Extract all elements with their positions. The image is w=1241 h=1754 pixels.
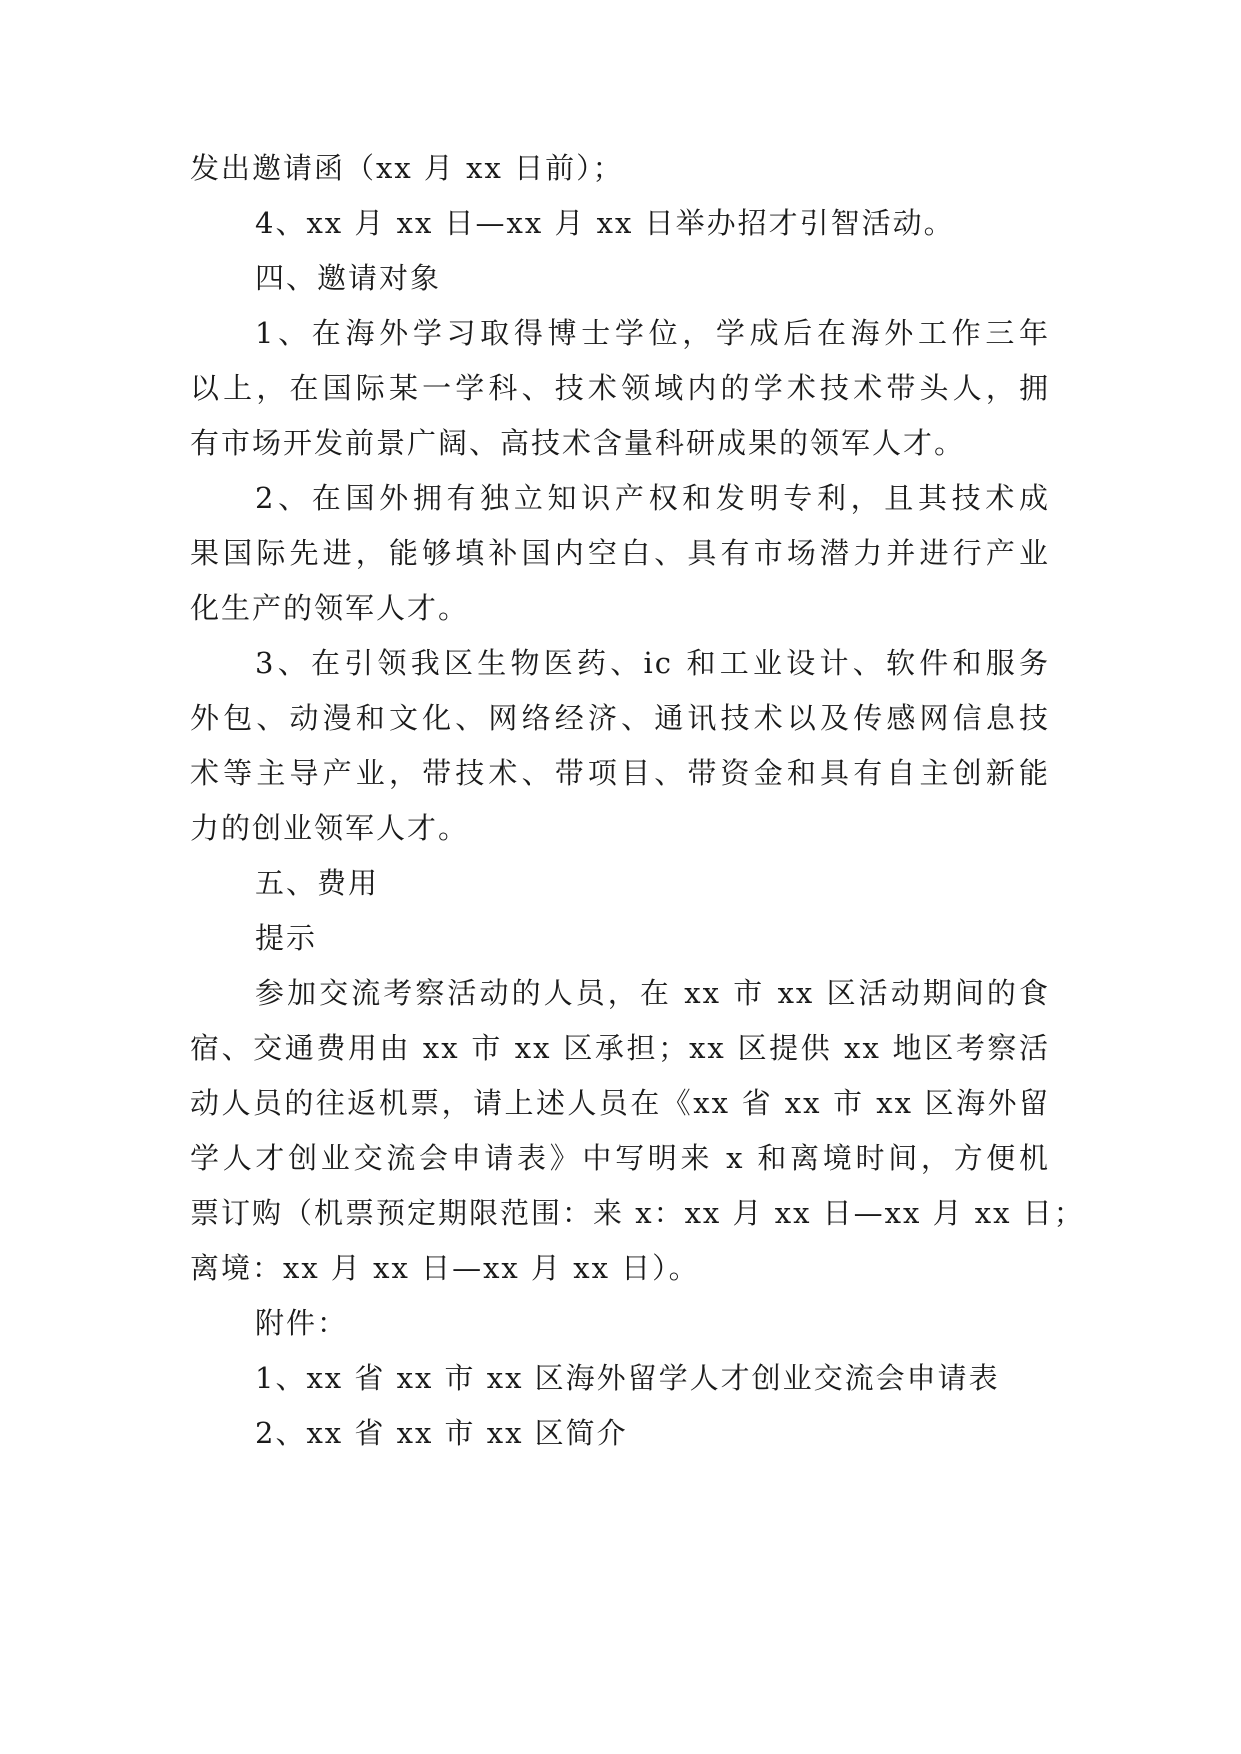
text-line-16: 参加交流考察活动的人员，在 xx 市 xx 区活动期间的食: [255, 976, 1050, 1010]
text-line-11: 外包、动漫和文化、网络经济、通讯技术以及传感网信息技: [190, 701, 1050, 735]
attachment-item-1: 1、xx 省 xx 市 xx 区海外留学人才创业交流会申请表: [255, 1361, 1000, 1395]
attachments-label: 附件：: [255, 1306, 349, 1340]
text-line-5: 以上，在国际某一学科、技术领域内的学术技术带头人，拥: [190, 371, 1050, 405]
tip-label: 提示: [255, 921, 318, 955]
text-line-2: 4、xx 月 xx 日—xx 月 xx 日举办招才引智活动。: [255, 206, 955, 240]
text-line-13: 力的创业领军人才。: [190, 811, 470, 845]
text-line-9: 化生产的领军人才。: [190, 591, 470, 625]
text-line-6: 有市场开发前景广阔、高技术含量科研成果的领军人才。: [190, 426, 966, 460]
text-line-12: 术等主导产业，带技术、带项目、带资金和具有自主创新能: [190, 756, 1050, 790]
text-line-1: 发出邀请函（xx 月 xx 日前）；: [190, 151, 624, 185]
text-line-20: 票订购（机票预定期限范围：来 x：xx 月 xx 日—xx 月 xx 日；: [190, 1196, 1085, 1230]
text-line-21: 离境：xx 月 xx 日—xx 月 xx 日）。: [190, 1251, 700, 1285]
text-line-10: 3、在引领我区生物医药、ic 和工业设计、软件和服务: [255, 646, 1050, 680]
text-line-8: 果国际先进，能够填补国内空白、具有市场潜力并进行产业: [190, 536, 1050, 570]
text-line-17: 宿、交通费用由 xx 市 xx 区承担；xx 区提供 xx 地区考察活: [190, 1031, 1050, 1065]
text-line-4: 1、在海外学习取得博士学位，学成后在海外工作三年: [255, 316, 1050, 350]
text-line-19: 学人才创业交流会申请表》中写明来 x 和离境时间，方便机: [190, 1141, 1050, 1175]
text-line-7: 2、在国外拥有独立知识产权和发明专利，且其技术成: [255, 481, 1050, 515]
section-heading-invitees: 四、邀请对象: [255, 261, 442, 295]
text-line-18: 动人员的往返机票，请上述人员在《xx 省 xx 市 xx 区海外留: [190, 1086, 1050, 1120]
section-heading-fees: 五、费用: [255, 866, 380, 900]
attachment-item-2: 2、xx 省 xx 市 xx 区简介: [255, 1416, 628, 1450]
